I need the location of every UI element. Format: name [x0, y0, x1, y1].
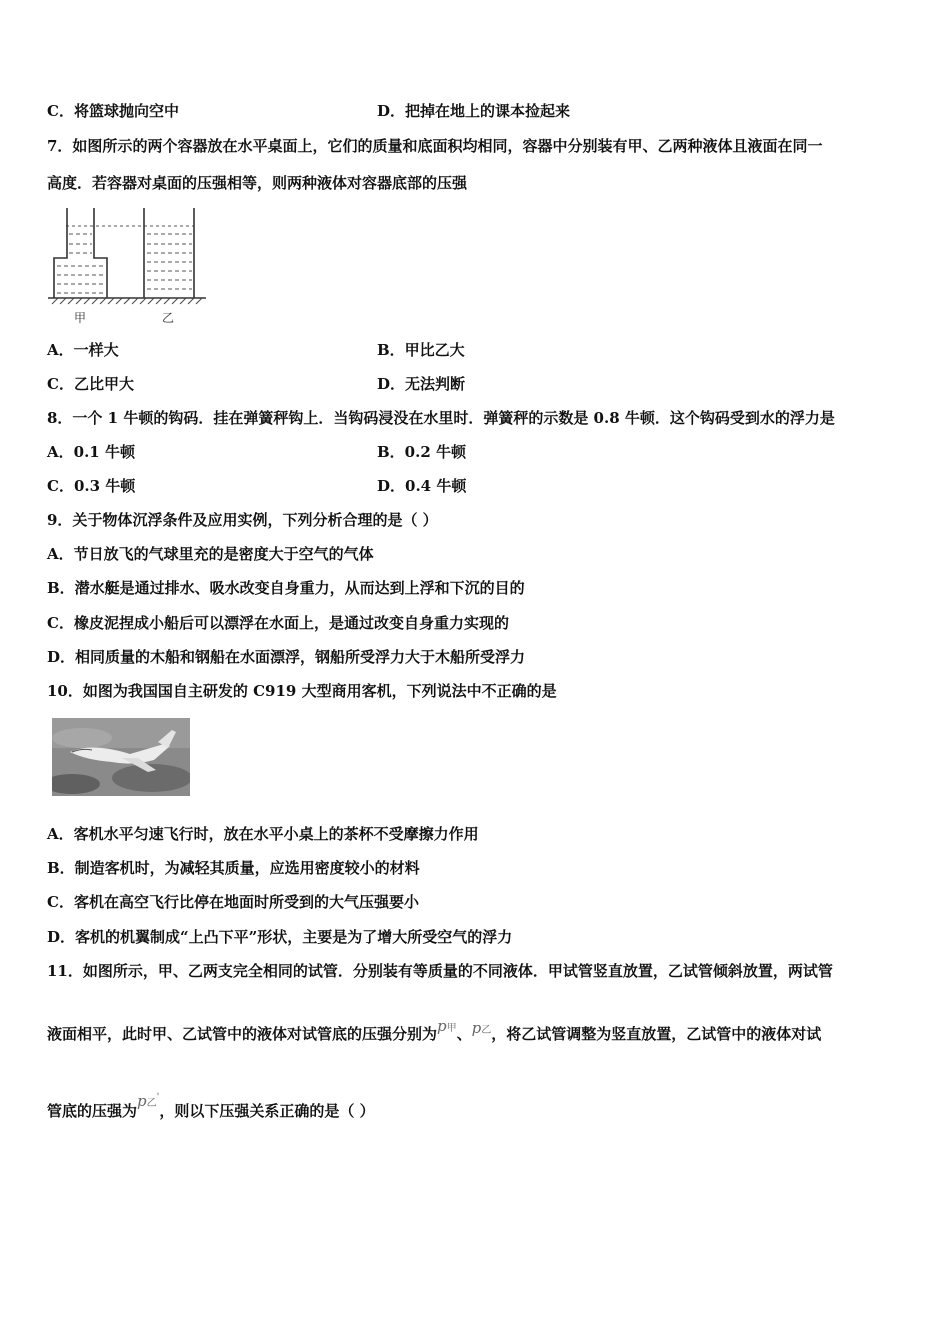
q7-container-figure [46, 204, 216, 328]
p-yi-prime-symbol: p乙' [137, 1092, 160, 1110]
q11-line3-post: ，则以下压强关系正确的是（ ） [159, 1102, 375, 1120]
q7-option-a: A．一样大 [47, 341, 119, 359]
q11-line2-pre: 液面相平，此时甲、乙试管中的液体对试管底的压强分别为 [47, 1025, 438, 1043]
aircraft-photo [52, 718, 190, 796]
q11-separator: 、 [456, 1025, 472, 1043]
q11-line2 [47, 1017, 822, 1047]
p-yi-symbol: p乙 [471, 1019, 492, 1037]
q6-option-d: D．把掉在地上的课本捡起来 [377, 102, 571, 120]
q7-option-b: B．甲比乙大 [377, 341, 465, 359]
q9-option-c: C．橡皮泥捏成小船后可以漂浮在水面上，是通过改变自身重力实现的 [47, 614, 509, 632]
q9-option-d: D．相同质量的木船和钢船在水面漂浮，钢船所受浮力大于木船所受浮力 [47, 648, 526, 666]
q10-option-b: B．制造客机时，为减轻其质量，应选用密度较小的材料 [47, 859, 420, 877]
p-jia-symbol: p甲 [437, 1017, 457, 1035]
q11-line1: 11．如图所示，甲、乙两支完全相同的试管．分别装有等质量的不同液体．甲试管竖直放置，乙试管倾斜放置，两试管 [47, 962, 833, 980]
q10-stem: 10．如图为我国国自主研发的 C919 大型商用客机，下列说法中不正确的是 [47, 682, 557, 700]
q8-option-d: D．0.4 牛顿 [377, 477, 467, 495]
label-jia: 甲 [74, 311, 87, 325]
q10-option-c: C．客机在高空飞行比停在地面时所受到的大气压强要小 [47, 893, 419, 911]
q9-option-a: A．节日放飞的气球里充的是密度大于空气的气体 [47, 545, 374, 563]
q7-option-d: D．无法判断 [377, 375, 466, 393]
q9-stem: 9．关于物体沉浮条件及应用实例，下列分析合理的是（ ） [47, 511, 438, 529]
q9-option-b: B．潜水艇是通过排水、吸水改变自身重力，从而达到上浮和下沉的目的 [47, 579, 525, 597]
q11-line3 [47, 1092, 375, 1124]
q6-option-c: C．将篮球抛向空中 [47, 102, 179, 120]
q10-option-d: D．客机的机翼制成“上凸下平”形状，主要是为了增大所受空气的浮力 [47, 928, 513, 946]
label-yi: 乙 [162, 311, 175, 325]
q7-option-c: C．乙比甲大 [47, 375, 134, 393]
q11-line2-post: ，将乙试管调整为竖直放置，乙试管中的液体对试 [491, 1025, 822, 1043]
q8-option-c: C．0.3 牛顿 [47, 477, 136, 495]
q8-option-b: B．0.2 牛顿 [377, 443, 466, 461]
q8-stem: 8．一个 1 牛顿的钩码．挂在弹簧秤钩上．当钩码浸没在水里时．弹簧秤的示数是 0.8 牛顿．这个钩码受到水的浮力是 [47, 409, 835, 427]
aircraft-photo-drawing [52, 718, 190, 796]
q7-stem-line1: 7．如图所示的两个容器放在水平桌面上，它们的质量和底面积均相同，容器中分别装有甲、乙两种液体且液面在同一 [47, 137, 823, 155]
containers-diagram [46, 204, 216, 328]
q10-option-a: A．客机水平匀速飞行时，放在水平小桌上的茶杯不受摩擦力作用 [47, 825, 479, 843]
q8-option-a: A．0.1 牛顿 [47, 443, 135, 461]
q11-line3-pre: 管底的压强为 [47, 1102, 138, 1120]
q7-stem-line2: 高度．若容器对桌面的压强相等，则两种液体对容器底部的压强 [47, 174, 468, 192]
